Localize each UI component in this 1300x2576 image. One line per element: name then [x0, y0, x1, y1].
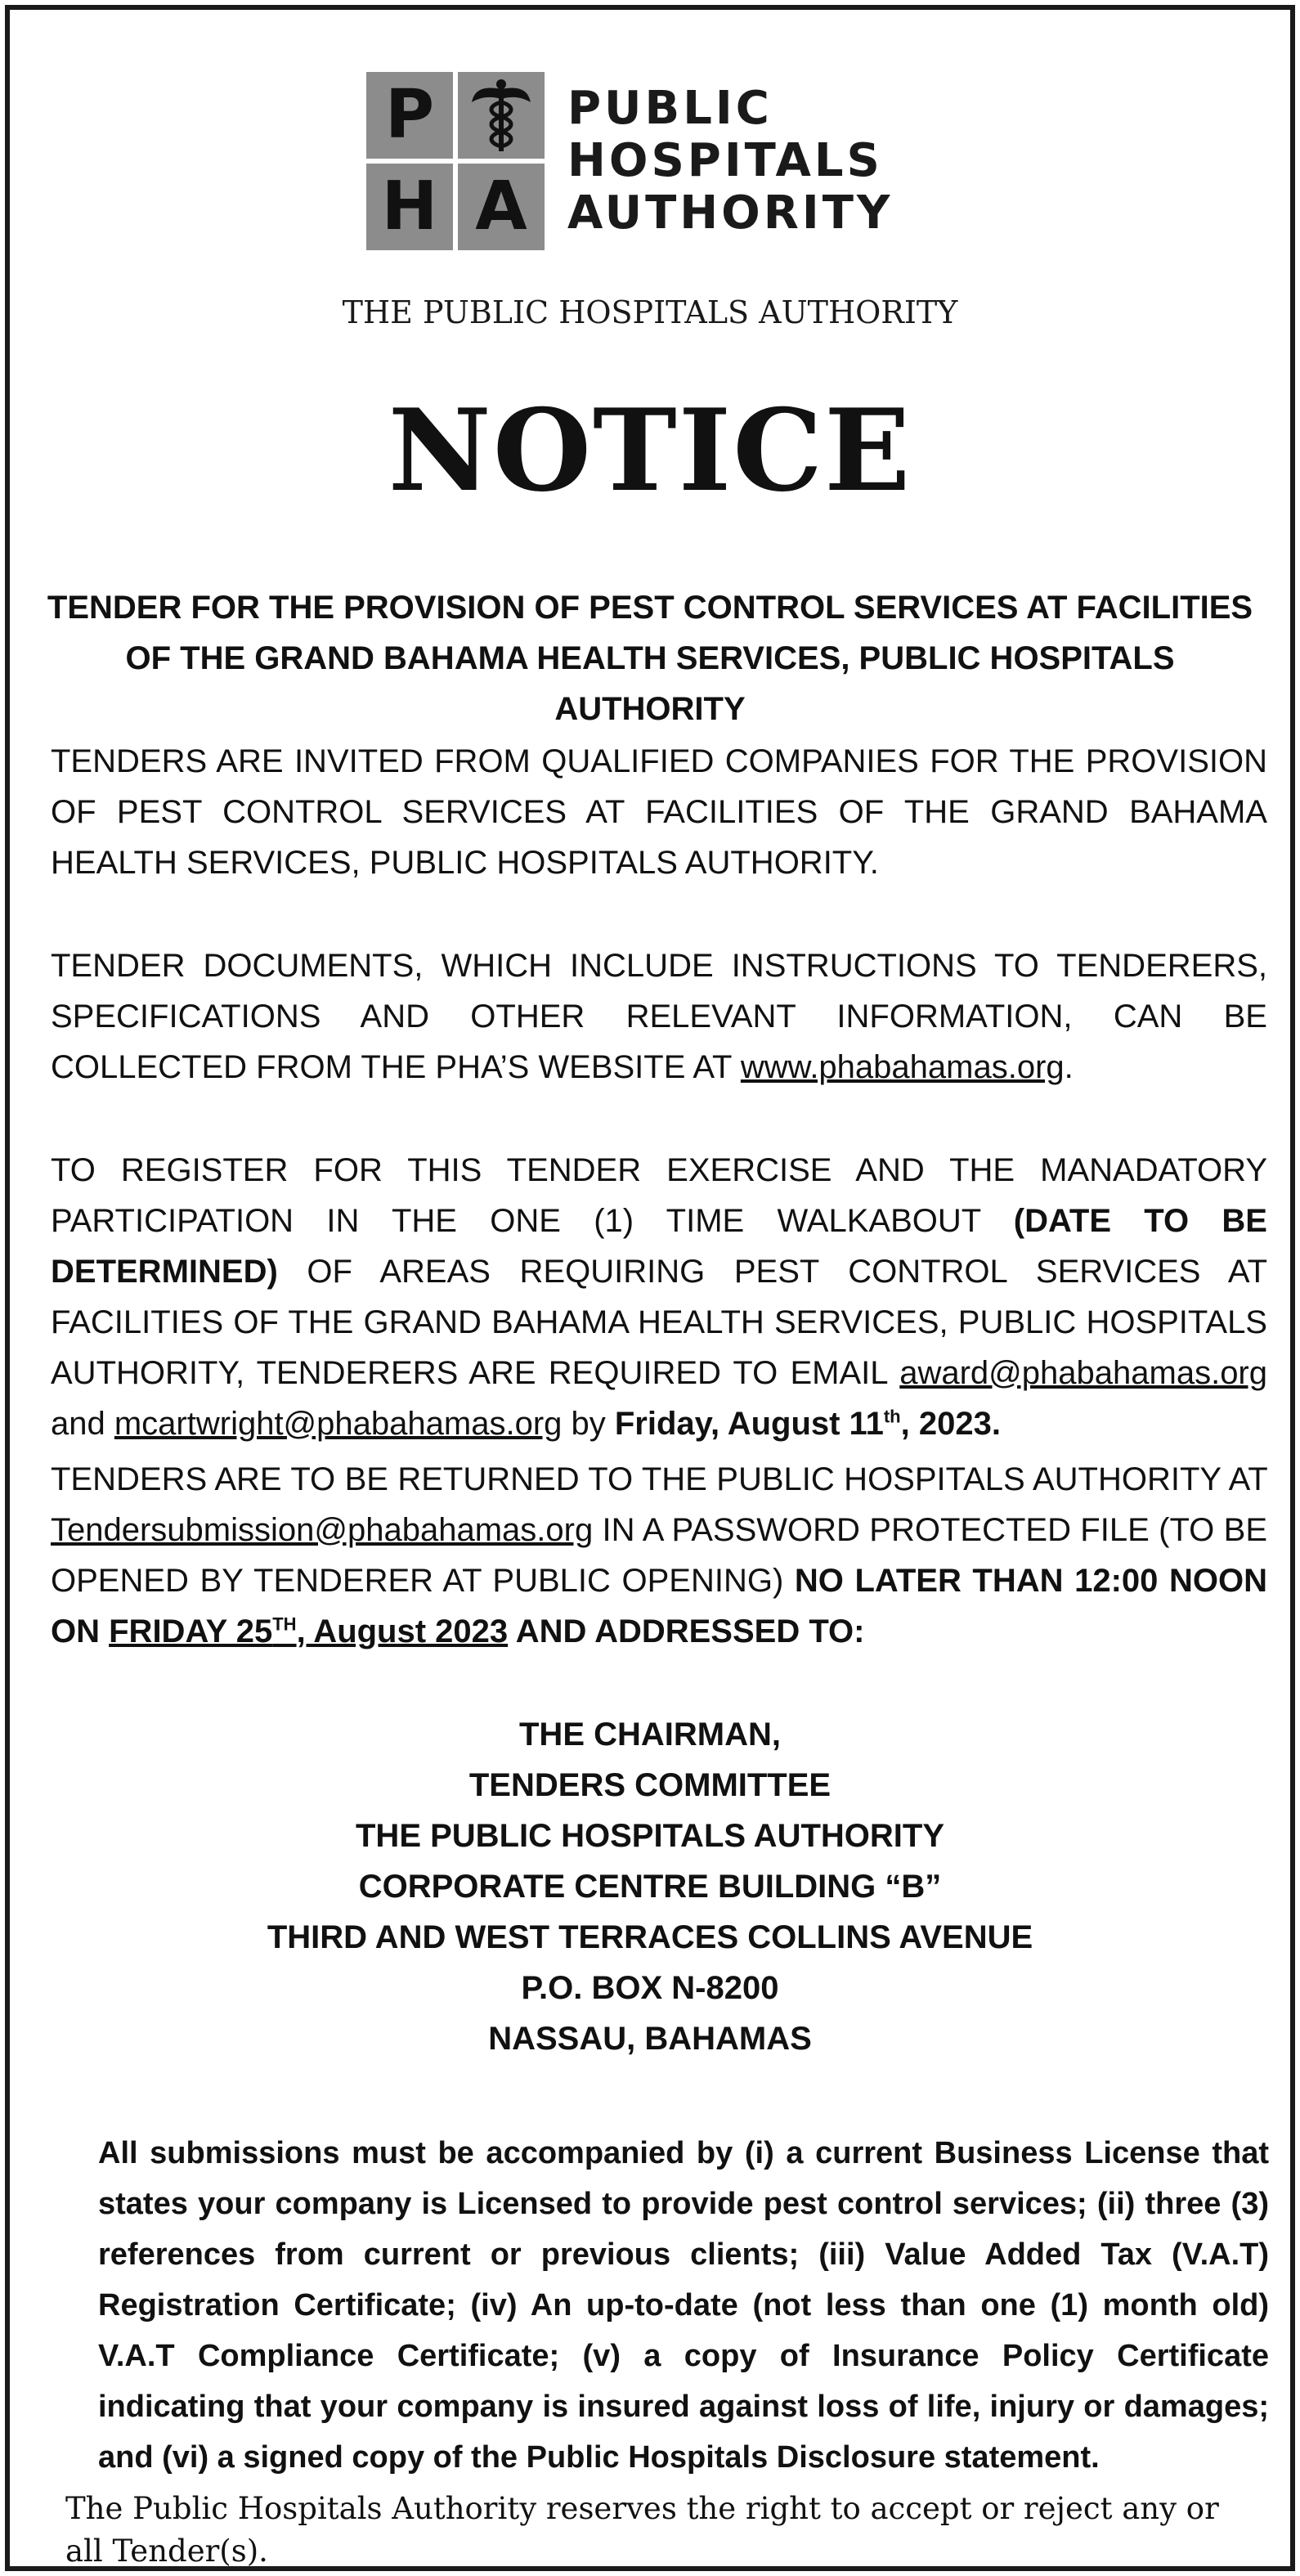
address-line: THE CHAIRMAN,: [519, 1717, 781, 1752]
mcartwright-email-link[interactable]: mcartwright@phabahamas.org: [114, 1406, 563, 1442]
registration-deadline-suffix: th: [883, 1406, 901, 1427]
tender-title: TENDER FOR THE PROVISION OF PEST CONTROL SERVICES AT FACILITIES OF THE GRAND BAHAMA HEALTH SERVICES, PUBLIC HOSPITALS AUTHORITY: [47, 590, 1253, 727]
pha-logo: [366, 72, 939, 250]
logo-letter-h: H: [366, 164, 453, 250]
documents-text: TENDER DOCUMENTS, WHICH INCLUDE INSTRUCTIONS TO TENDERERS, SPECIFICATIONS AND OTHER RELEVANT INFORMATION, CAN BE COLLECTED FROM THE PHA’S WEBSITE AT: [51, 948, 1267, 1085]
logo-letter-a: A: [458, 164, 545, 250]
tender-submission-email-link[interactable]: Tendersubmission@phabahamas.org: [51, 1512, 594, 1548]
return-paragraph: [51, 1454, 1267, 1657]
registration-deadline: [615, 1406, 1001, 1442]
registration-and: and: [51, 1406, 114, 1442]
caduceus-icon: [458, 72, 545, 159]
address-line: THE PUBLIC HOSPITALS AUTHORITY: [356, 1818, 944, 1854]
award-email-link[interactable]: award@phabahamas.org: [899, 1355, 1267, 1391]
notice-heading: NOTICE: [388, 384, 912, 517]
notice-frame: [5, 5, 1295, 2571]
return-deadline-suffix: TH: [272, 1613, 297, 1635]
logo-word-authority: AUTHORITY: [567, 186, 894, 240]
documents-end: .: [1064, 1049, 1074, 1085]
address-block: [10, 1709, 1290, 2064]
walkabout-date-note: (DATE TO BE DETERMINED): [51, 1203, 1267, 1290]
documents-paragraph: [51, 940, 1267, 1093]
logo-word-hospitals: HOSPITALS: [567, 134, 883, 187]
logo-letter-p: P: [366, 72, 453, 159]
return-deadline-lead: NO LATER THAN 12:00 NOON ON: [51, 1563, 1267, 1649]
return-deadline-day: FRIDAY 25: [109, 1613, 273, 1649]
address-line: P.O. BOX N-8200: [521, 1970, 779, 2006]
submission-requirements: All submissions must be accompanied by (i) a current Business License that states your company is Licensed to provide pest control services; (ii) three (3) references from current or previous clients; (iii) Value Added Tax (V.A.T) Registration Certificate; (iv) An up-to-date (not less than one (1) month old) V.A.T Compliance Certificate; (v) a copy of Insurance Policy Certificate indicating that your company is insured against loss of life, injury or damages; and (vi) a signed copy of the Public Hospitals Disclosure statement.: [98, 2136, 1269, 2475]
registration-paragraph: [51, 1145, 1267, 1449]
address-line: TENDERS COMMITTEE: [468, 1767, 832, 1803]
registration-deadline-year: , 2023.: [900, 1406, 1001, 1442]
logo-wordmark: [567, 83, 893, 240]
website-link[interactable]: www.phabahamas.org: [740, 1049, 1065, 1085]
address-line: THIRD AND WEST TERRACES COLLINS AVENUE: [267, 1919, 1033, 1955]
notice-page: [10, 10, 1290, 2569]
return-text-a: TENDERS ARE TO BE RETURNED TO THE PUBLIC HOSPITALS AUTHORITY AT: [51, 1461, 1267, 1497]
return-deadline-month-year: , August 2023: [296, 1613, 509, 1649]
registration-deadline-date: Friday, August 11: [614, 1406, 884, 1442]
return-deadline-date: [109, 1613, 508, 1649]
logo-word-public: PUBLIC: [567, 82, 773, 135]
logo-grid: [366, 72, 545, 250]
organization-name: THE PUBLIC HOSPITALS AUTHORITY: [342, 294, 958, 330]
reservation-statement: The Public Hospitals Authority reserves the right to accept or reject any or all Tender(s).: [65, 2491, 1219, 2569]
return-text-b: IN A PASSWORD PROTECTED FILE (TO BE OPENED BY TENDERER AT PUBLIC OPENING): [51, 1512, 1267, 1599]
registration-text-b: OF AREAS REQUIRING PEST CONTROL SERVICES AT FACILITIES OF THE GRAND BAHAMA HEALTH SERVICES, PUBLIC HOSPITALS AUTHORITY, TENDERERS ARE REQUIRED TO EMAIL: [51, 1254, 1267, 1391]
address-line: CORPORATE CENTRE BUILDING “B”: [358, 1869, 942, 1905]
return-end: AND ADDRESSED TO:: [508, 1613, 865, 1649]
invitation-paragraph: TENDERS ARE INVITED FROM QUALIFIED COMPANIES FOR THE PROVISION OF PEST CONTROL SERVICES AT FACILITIES OF THE GRAND BAHAMA HEALTH SERVICES, PUBLIC HOSPITALS AUTHORITY.: [51, 743, 1267, 881]
address-line: NASSAU, BAHAMAS: [488, 2021, 812, 2057]
registration-by: by: [562, 1406, 615, 1442]
registration-text-a: TO REGISTER FOR THIS TENDER EXERCISE AND THE MANADATORY PARTICIPATION IN THE ONE (1) TIME WALKABOUT: [51, 1152, 1267, 1239]
